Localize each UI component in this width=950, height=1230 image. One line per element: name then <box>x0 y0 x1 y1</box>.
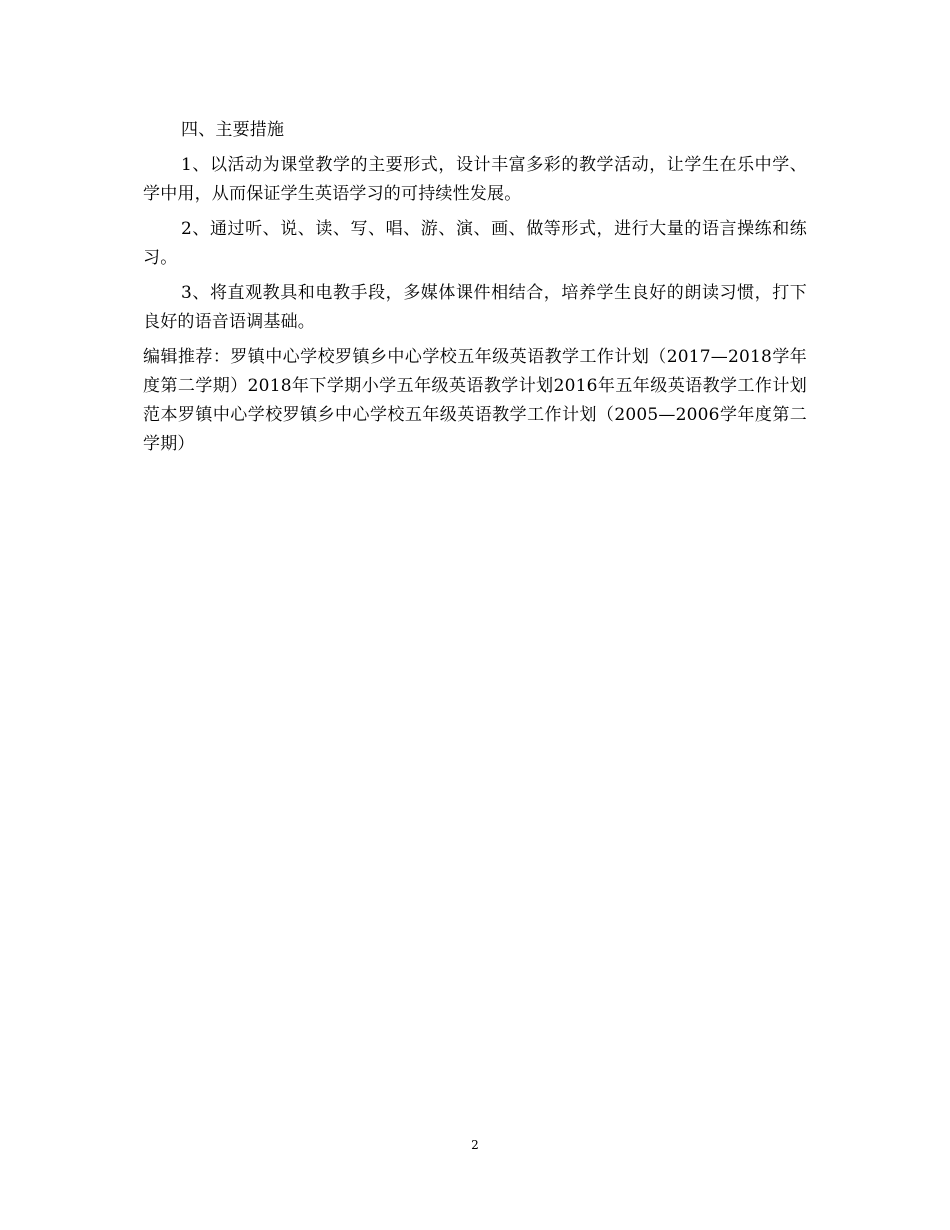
page-number: 2 <box>471 1138 479 1152</box>
measure-paragraph-3: 3、将直观教具和电教手段，多媒体课件相结合，培养学生良好的朗读习惯，打下良好的语音语调基础。 <box>143 283 807 332</box>
measure-paragraph-1: 1、以活动为课堂教学的主要形式，设计丰富多彩的教学活动，让学生在乐中学、学中用，从而保证学生英语学习的可持续性发展。 <box>143 155 807 204</box>
editor-recommendation: 编辑推荐：罗镇中心学校罗镇乡中心学校五年级英语教学工作计划（2017—2018学年度第二学期）2018年下学期小学五年级英语教学计划2016年五年级英语教学工作计划范本罗镇中心学校罗镇乡中心学校五年级英语教学工作计划（2005—2006学年度第二学期） <box>143 347 807 454</box>
measure-paragraph-2: 2、通过听、说、读、写、唱、游、演、画、做等形式，进行大量的语言操练和练习。 <box>143 219 807 268</box>
document-body <box>143 116 807 465</box>
section-heading: 四、主要措施 <box>181 120 285 140</box>
